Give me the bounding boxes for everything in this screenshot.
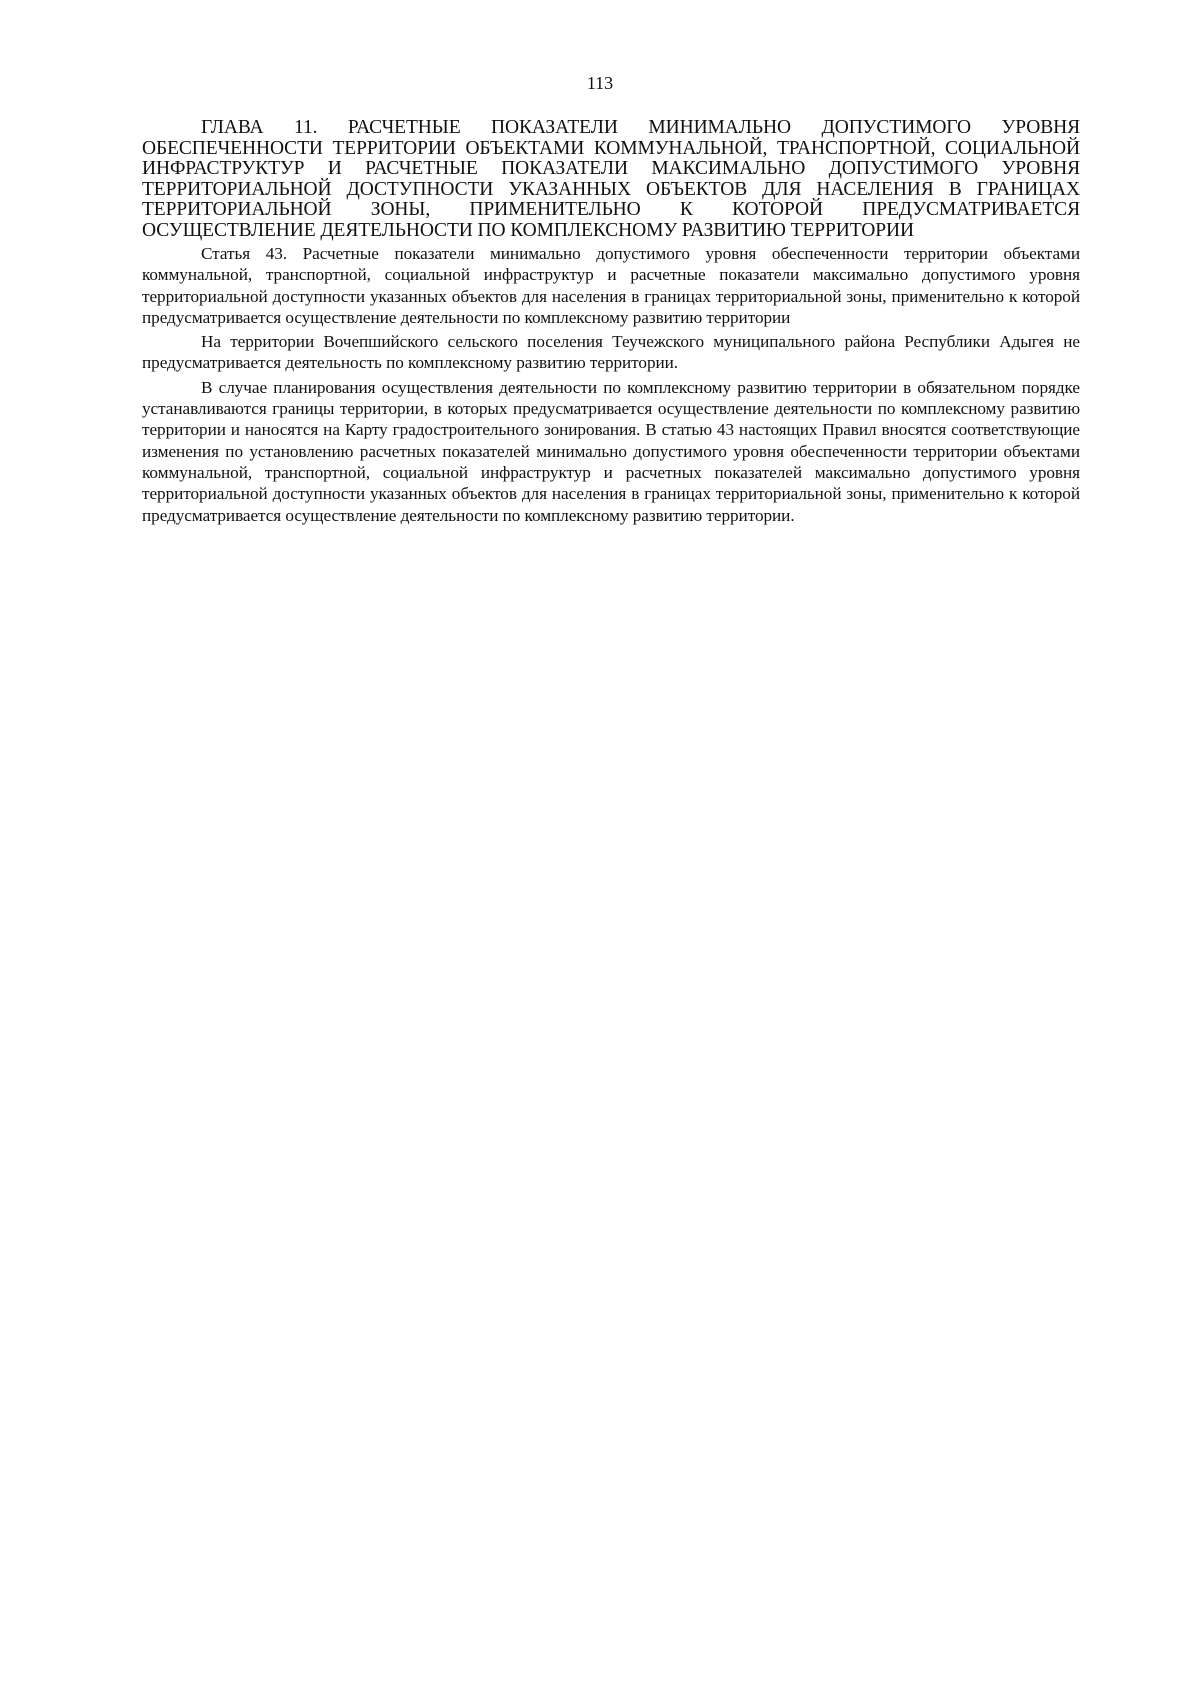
- paragraph: В случае планирования осуществления деятельности по комплексному развитию территории в обязательном порядке устанавливаются границы территории, в которых предусматривается осуществление деятельности по комплексному развитию территории и наносятся на Карту градостроительного зонирования. В статью 43 настоящих Правил вносятся соответствующие изменения по установлению расчетных показателей минимально допустимого уровня обеспеченности территории объектами коммунальной, транспортной, социальной инфраструктур и расчетных показателей максимально допустимого уровня территориальной доступности указанных объектов для населения в границах территориальной зоны, применительно к которой предусматривается осуществление деятельности по комплексному развитию территории.: [142, 377, 1080, 525]
- page-content: [142, 118, 1080, 526]
- article-heading: Статья 43. Расчетные показатели минимально допустимого уровня обеспеченности территории объектами коммунальной, транспортной, социальной инфраструктур и расчетные показатели максимально допустимого уровня территориальной доступности указанных объектов для населения в границах территориальной зоны, применительно к которой предусматривается осуществление деятельности по комплексному развитию территории: [142, 244, 1080, 327]
- paragraph: На территории Вочепшийского сельского поселения Теучежского муниципального района Республики Адыгея не предусматривается деятельность по комплексному развитию территории.: [142, 332, 1080, 373]
- page-number: 113: [586, 73, 614, 93]
- chapter-title: ГЛАВА 11. РАСЧЕТНЫЕ ПОКАЗАТЕЛИ МИНИМАЛЬНО ДОПУСТИМОГО УРОВНЯ ОБЕСПЕЧЕННОСТИ ТЕРРИТОРИИ ОБЪЕКТАМИ КОММУНАЛЬНОЙ, ТРАНСПОРТНОЙ, СОЦИАЛЬНОЙ ИНФРАСТРУКТУР И РАСЧЕТНЫЕ ПОКАЗАТЕЛИ МАКСИМАЛЬНО ДОПУСТИМОГО УРОВНЯ ТЕРРИТОРИАЛЬНОЙ ДОСТУПНОСТИ УКАЗАННЫХ ОБЪЕКТОВ ДЛЯ НАСЕЛЕНИЯ В ГРАНИЦАХ ТЕРРИТОРИАЛЬНОЙ ЗОНЫ, ПРИМЕНИТЕЛЬНО К КОТОРОЙ ПРЕДУСМАТРИВАЕТСЯ ОСУЩЕСТВЛЕНИЕ ДЕЯТЕЛЬНОСТИ ПО КОМПЛЕКСНОМУ РАЗВИТИЮ ТЕРРИТОРИИ: [142, 117, 1080, 241]
